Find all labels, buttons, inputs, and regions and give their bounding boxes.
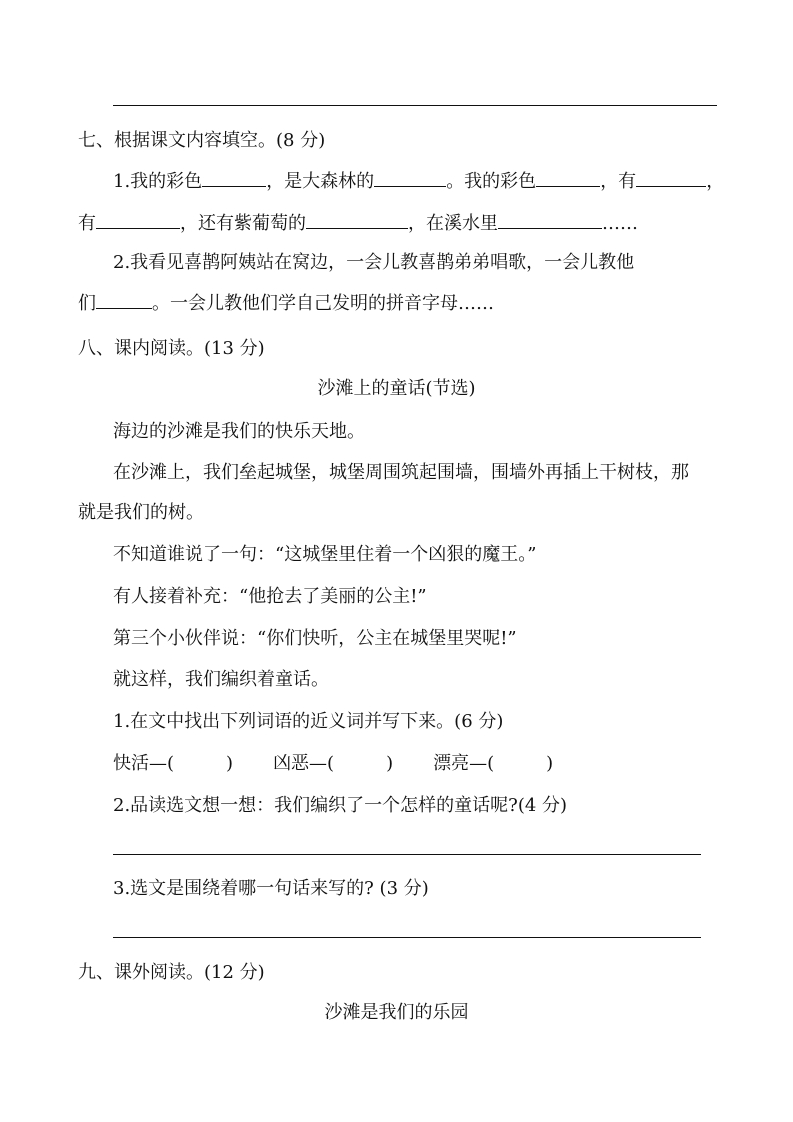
fill-blank[interactable] (202, 168, 266, 187)
text-fragment: 1.我的彩色 (113, 171, 203, 192)
section8-q2: 2.品读选文想一想：我们编织了一个怎样的童话呢?(4 分) (113, 795, 568, 816)
text-fragment: ，是大森林的 (266, 171, 375, 192)
passage-title: 沙滩是我们的乐园 (324, 1002, 469, 1023)
section7-q1-line1 (113, 168, 724, 195)
fill-blank[interactable] (306, 210, 408, 229)
fill-blank[interactable] (498, 210, 602, 229)
paragraph: 第三个小伙伴说：“你们快听，公主在城堡里哭呢!” (113, 628, 517, 649)
text-fragment: 。我的彩色 (446, 171, 537, 192)
section9-heading: 九、课外阅读。(12 分) (78, 962, 265, 983)
text-fragment: ，在溪水里 (408, 213, 498, 234)
answer-line[interactable] (113, 937, 701, 938)
section7-q2-line1: 2.我看见喜鹊阿姨站在窝边，一会儿教喜鹊弟弟唱歌，一会儿教他 (113, 252, 635, 273)
synonym-word: 快活—( (113, 753, 175, 774)
paragraph: 有人接着补充：“他抢去了美丽的公主!” (113, 586, 427, 607)
synonym-row (113, 751, 553, 777)
synonym-close: ) (386, 753, 394, 774)
section8-q3: 3.选文是围绕着哪一句话来写的? (3 分) (113, 878, 429, 899)
text-fragment: 们 (78, 293, 96, 314)
answer-line[interactable] (113, 854, 701, 855)
passage-title: 沙滩上的童话(节选) (317, 378, 476, 399)
fill-blank[interactable] (536, 168, 600, 187)
section7-heading: 七、根据课文内容填空。(8 分) (78, 130, 326, 151)
section8-q1: 1.在文中找出下列词语的近义词并写下来。(6 分) (113, 711, 504, 732)
synonym-close: ) (226, 753, 234, 774)
synonym-word: 漂亮—( (433, 753, 495, 774)
paragraph: 就是我们的树。 (78, 502, 204, 523)
paragraph: 海边的沙滩是我们的快乐天地。 (113, 421, 365, 442)
fill-blank[interactable] (636, 168, 706, 187)
paragraph: 在沙滩上，我们垒起城堡，城堡周围筑起围墙，围墙外再插上干树枝，那 (113, 462, 689, 483)
text-fragment: …… (602, 213, 638, 234)
synonym-close: ) (546, 753, 554, 774)
synonym-word: 凶恶—( (273, 753, 335, 774)
paragraph: 就这样，我们编织着童话。 (113, 669, 329, 690)
section7-q2-line2 (78, 290, 494, 317)
text-fragment: ， (706, 171, 725, 192)
fill-blank[interactable] (96, 210, 180, 229)
text-fragment: ，还有紫葡萄的 (180, 213, 306, 234)
fill-blank[interactable] (374, 168, 446, 187)
section8-heading: 八、课内阅读。(13 分) (78, 338, 265, 359)
fill-blank[interactable] (96, 290, 152, 309)
paragraph: 不知道谁说了一句：“这城堡里住着一个凶狠的魔王。” (113, 544, 537, 565)
answer-line-top (113, 105, 717, 106)
text-fragment: 。一会儿教他们学自己发明的拼音字母…… (152, 293, 494, 314)
section7-q1-line2 (78, 210, 638, 237)
text-fragment: 有 (78, 213, 96, 234)
text-fragment: ，有 (600, 171, 637, 192)
